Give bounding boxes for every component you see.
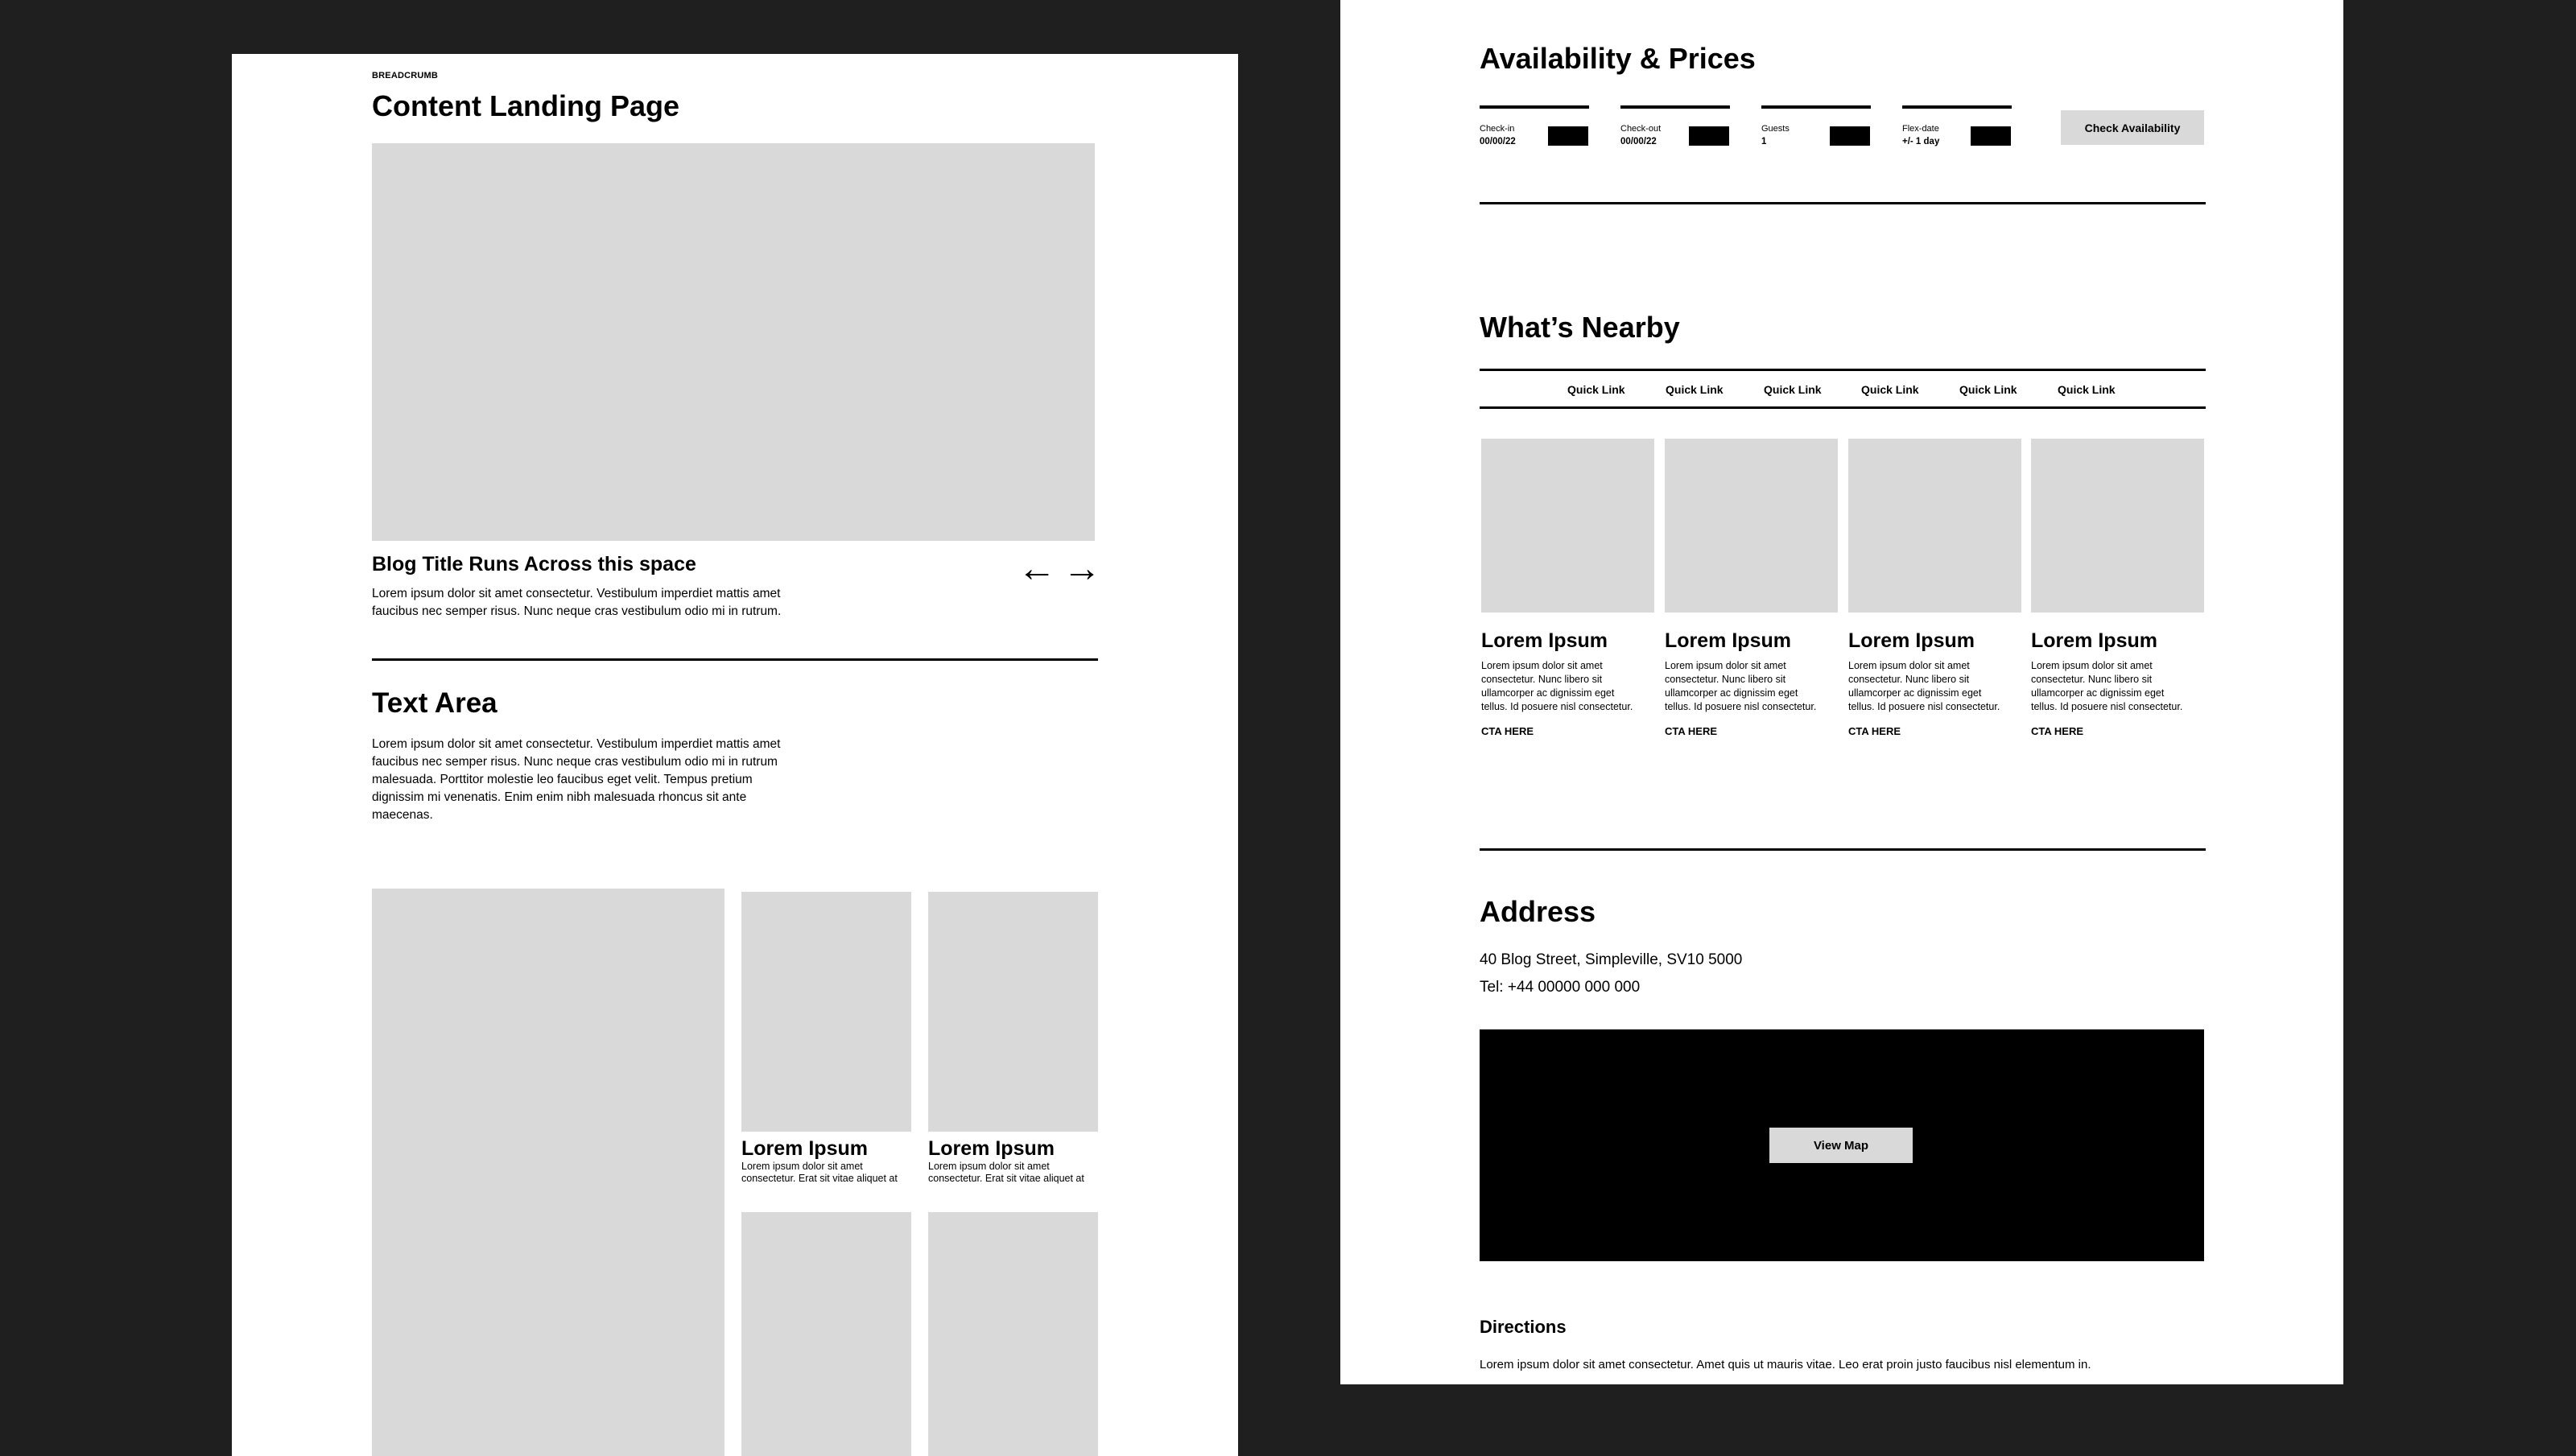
nearby-card-text: tellus. Id posuere nisl consectetur.	[1665, 701, 1817, 712]
page-title: Content Landing Page	[372, 89, 679, 122]
text-area-title: Text Area	[372, 687, 497, 719]
text-area-line: Lorem ipsum dolor sit amet consectetur. Vestibulum imperdiet mattis amet	[372, 737, 781, 751]
quick-link[interactable]: Quick Link	[1861, 383, 1919, 396]
arrow-right-icon[interactable]: →	[1063, 547, 1101, 590]
blog-description-line: faucibus nec semper risus. Nunc neque cras vestibulum odio mi in rutrum.	[372, 604, 782, 618]
directions-text: Lorem ipsum dolor sit amet consectetur. Amet quis ut mauris vitae. Leo erat proin justo faucibus nisl elementum in.	[1480, 1358, 2091, 1371]
nearby-card-text: Lorem ipsum dolor sit amet	[1665, 660, 1786, 671]
field-underline	[1761, 105, 1871, 109]
field-label: Flex-date	[1902, 124, 1939, 134]
nearby-card-text: consectetur. Nunc libero sit	[1848, 674, 1970, 685]
directions-title: Directions	[1480, 1317, 1567, 1337]
blog-description	[372, 585, 823, 621]
field-picker-box[interactable]	[1971, 126, 2011, 146]
quick-links-bottom-rule	[1480, 406, 2206, 409]
field-value: 00/00/22	[1480, 137, 1516, 146]
nearby-card-text: consectetur. Nunc libero sit	[1665, 674, 1786, 685]
text-area-body	[372, 736, 823, 824]
quick-link[interactable]: Quick Link	[1666, 383, 1724, 396]
nearby-image-placeholder	[1665, 439, 1838, 613]
field-underline	[1902, 105, 2012, 109]
image-card[interactable]	[928, 1137, 1101, 1185]
nearby-card-title: Lorem Ipsum	[1481, 629, 1608, 652]
section-divider	[1480, 848, 2206, 851]
card-image-placeholder	[741, 1212, 911, 1456]
address-title: Address	[1480, 895, 1596, 928]
cta-link[interactable]: CTA HERE	[1848, 725, 1901, 737]
nearby-card	[1665, 629, 1843, 737]
nearby-image-placeholder	[1481, 439, 1654, 613]
text-area-line: faucibus nec semper risus. Nunc neque cras vestibulum odio mi in rutrum	[372, 755, 778, 769]
nearby-card-text: Lorem ipsum dolor sit amet	[2031, 660, 2153, 671]
nearby-card-title: Lorem Ipsum	[2031, 629, 2157, 652]
field-underline	[1620, 105, 1730, 109]
field-value: 00/00/22	[1620, 137, 1657, 146]
section-divider	[1480, 202, 2206, 204]
cta-link[interactable]: CTA HERE	[2031, 725, 2083, 737]
nearby-card-text: tellus. Id posuere nisl consectetur.	[1848, 701, 2000, 712]
nearby-image-placeholder	[2031, 439, 2204, 613]
card-title: Lorem Ipsum	[928, 1137, 1055, 1160]
field-value: 1	[1761, 137, 1767, 146]
nearby-card-text: ullamcorper ac dignissim eget	[1665, 687, 1798, 699]
card-image-placeholder	[741, 892, 911, 1132]
nearby-card-text: tellus. Id posuere nisl consectetur.	[1481, 701, 1633, 712]
section-divider	[372, 658, 1098, 661]
check-availability-button[interactable]: Check Availability	[2061, 110, 2204, 145]
blog-title[interactable]: Blog Title Runs Across this space	[372, 553, 696, 575]
card-image-placeholder	[928, 1212, 1098, 1456]
nearby-card	[1481, 629, 1660, 737]
quick-link[interactable]: Quick Link	[1959, 383, 2017, 396]
quick-link[interactable]: Quick Link	[2058, 383, 2116, 396]
nearby-card-text: consectetur. Nunc libero sit	[2031, 674, 2153, 685]
card-text: Lorem ipsum dolor sit amet	[928, 1161, 1050, 1172]
image-card[interactable]	[741, 1137, 914, 1185]
nearby-image-placeholder	[1848, 439, 2021, 613]
field-value: +/- 1 day	[1902, 137, 1940, 146]
cta-link[interactable]: CTA HERE	[1665, 725, 1717, 737]
view-map-button[interactable]: View Map	[1769, 1128, 1913, 1163]
blog-description-line: Lorem ipsum dolor sit amet consectetur. Vestibulum imperdiet mattis amet	[372, 587, 781, 600]
card-title: Lorem Ipsum	[741, 1137, 868, 1160]
address-line: 40 Blog Street, Simpleville, SV10 5000	[1480, 951, 1743, 968]
nearby-card-text: ullamcorper ac dignissim eget	[2031, 687, 2165, 699]
nearby-card-title: Lorem Ipsum	[1665, 629, 1791, 652]
nearby-card	[1848, 629, 2027, 737]
nearby-card-text: ullamcorper ac dignissim eget	[1848, 687, 1982, 699]
text-area-line: dignissim mi venenatis. Enim enim nibh malesuada rhoncus sit ante	[372, 790, 747, 804]
field-underline	[1480, 105, 1589, 109]
quick-link[interactable]: Quick Link	[1567, 383, 1625, 396]
nearby-card-text: Lorem ipsum dolor sit amet	[1481, 660, 1603, 671]
breadcrumb[interactable]: BREADCRUMB	[372, 71, 439, 80]
card-image-placeholder	[928, 892, 1098, 1132]
telephone-line[interactable]: Tel: +44 00000 000 000	[1480, 979, 1641, 996]
field-label: Check-out	[1620, 124, 1662, 134]
nearby-card-title: Lorem Ipsum	[1848, 629, 1975, 652]
field-label: Check-in	[1480, 124, 1515, 134]
text-area-line: malesuada. Porttitor molestie leo faucibus eget velit. Tempus pretium	[372, 773, 753, 786]
card-text: consectetur. Erat sit vitae aliquet at	[928, 1173, 1084, 1184]
nearby-card-text: consectetur. Nunc libero sit	[1481, 674, 1603, 685]
field-picker-box[interactable]	[1548, 126, 1588, 146]
text-area-line: maecenas.	[372, 808, 433, 822]
large-image-placeholder	[372, 889, 724, 1456]
quick-links-top-rule	[1480, 369, 2206, 371]
hero-image-placeholder	[372, 143, 1095, 541]
nearby-card-text: ullamcorper ac dignissim eget	[1481, 687, 1615, 699]
card-text: Lorem ipsum dolor sit amet	[741, 1161, 863, 1172]
nearby-card-text: Lorem ipsum dolor sit amet	[1848, 660, 1970, 671]
cta-link[interactable]: CTA HERE	[1481, 725, 1534, 737]
availability-title: Availability & Prices	[1480, 42, 1756, 75]
field-label: Guests	[1761, 124, 1790, 134]
nearby-card-text: tellus. Id posuere nisl consectetur.	[2031, 701, 2183, 712]
card-text: consectetur. Erat sit vitae aliquet at	[741, 1173, 898, 1184]
whats-nearby-title: What’s Nearby	[1480, 311, 1680, 344]
nearby-card	[2031, 629, 2210, 737]
field-picker-box[interactable]	[1830, 126, 1870, 146]
field-picker-box[interactable]	[1689, 126, 1729, 146]
details-page-frame	[1340, 0, 2343, 1384]
content-landing-page-frame	[232, 54, 1238, 1456]
quick-link[interactable]: Quick Link	[1764, 383, 1822, 396]
arrow-left-icon[interactable]: ←	[1018, 547, 1056, 590]
